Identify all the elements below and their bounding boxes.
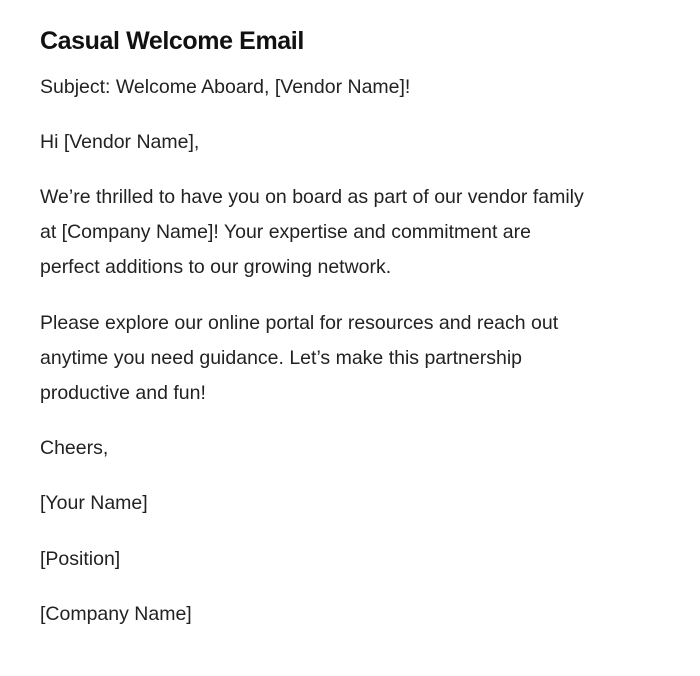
signature-position: [Position] [40, 548, 121, 570]
document-title: Casual Welcome Email [40, 27, 304, 55]
email-signoff: Cheers, [40, 437, 109, 459]
email-greeting: Hi [Vendor Name], [40, 131, 200, 153]
signature-company: [Company Name] [40, 603, 192, 625]
signature-name: [Your Name] [40, 492, 148, 514]
email-subject-line: Subject: Welcome Aboard, [Vendor Name]! [40, 76, 411, 98]
email-body-paragraph-2: Please explore our online portal for resources and reach out anytime you need guidance. Let’s make this partnership productive and fun! [40, 312, 559, 404]
email-body-paragraph-1: We’re thrilled to have you on board as part of our vendor family at [Company Name]! Your expertise and commitment are perfect additions to our growing network. [40, 186, 584, 278]
